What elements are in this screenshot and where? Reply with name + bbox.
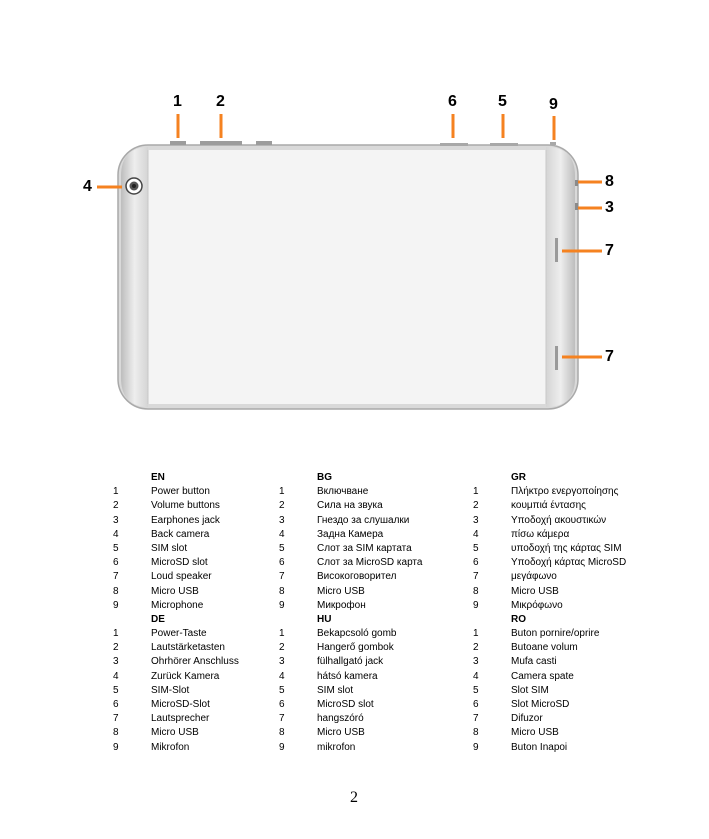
legend-item-number: 1 bbox=[113, 486, 119, 498]
legend-item-number: 1 bbox=[279, 486, 285, 498]
legend-item-label: fülhallgató jack bbox=[317, 656, 384, 668]
callout-2: 2 bbox=[216, 93, 225, 110]
legend-item-number: 9 bbox=[279, 741, 285, 753]
legend-row-gr bbox=[473, 542, 643, 556]
callout-9: 9 bbox=[549, 96, 558, 113]
legend-item-number: 4 bbox=[473, 528, 479, 540]
legend-item-number: 2 bbox=[113, 642, 119, 654]
legend-row-gr bbox=[473, 499, 643, 513]
legend-item-number: 1 bbox=[473, 628, 479, 640]
microsd-slot bbox=[440, 143, 468, 146]
legend-item-label: Micro USB bbox=[151, 727, 199, 739]
legend-item-number: 3 bbox=[113, 656, 119, 668]
legend-item-label: Lautstärketasten bbox=[151, 642, 225, 654]
legend-item-label: Гнездо за слушалки bbox=[317, 514, 410, 526]
legend-item-label: Hangerő gombok bbox=[317, 642, 394, 654]
top-slot bbox=[256, 141, 272, 145]
legend-item-label: Butoane volum bbox=[511, 642, 578, 654]
legend-row-en bbox=[113, 485, 263, 499]
legend-item-label: SIM slot bbox=[151, 542, 188, 554]
legend-row-ro bbox=[473, 670, 643, 684]
legend-row-bg bbox=[279, 599, 459, 613]
legend-item-label: Back camera bbox=[151, 528, 210, 540]
legend-row-de bbox=[113, 655, 263, 669]
legend-item-number: 5 bbox=[473, 684, 479, 696]
legend-item-number: 3 bbox=[473, 656, 479, 668]
legend-row-gr bbox=[473, 528, 643, 542]
legend-item-label: Микрофон bbox=[317, 599, 366, 611]
legend-item-label: Mufa casti bbox=[511, 656, 557, 668]
legend-column-3 bbox=[473, 471, 643, 755]
legend-row-bg bbox=[279, 556, 459, 570]
legend-item-number: 8 bbox=[473, 585, 479, 597]
legend-item-number: 3 bbox=[473, 514, 479, 526]
loud-speaker-top bbox=[555, 238, 558, 262]
legend-row-de bbox=[113, 741, 263, 755]
callout-7-bottom: 7 bbox=[605, 348, 614, 365]
legend-item-label: Power-Taste bbox=[151, 628, 207, 640]
legend-item-label: Micro USB bbox=[151, 585, 199, 597]
legend-item-label: Μικρόφωνο bbox=[511, 599, 563, 611]
callout-7-top: 7 bbox=[605, 242, 614, 259]
legend-item-label: MicroSD-Slot bbox=[151, 699, 210, 710]
legend-item-number: 8 bbox=[113, 585, 119, 597]
legend-item-number: 9 bbox=[473, 599, 479, 611]
callout-6: 6 bbox=[448, 93, 457, 110]
legend-item-number: 3 bbox=[279, 656, 285, 668]
legend-item-number: 2 bbox=[113, 500, 119, 512]
earphone-jack bbox=[575, 203, 578, 210]
loud-speaker-bottom bbox=[555, 346, 558, 370]
legend-row-gr bbox=[473, 485, 643, 499]
legend-item-number: 6 bbox=[279, 557, 285, 569]
legend-item-label: SIM slot bbox=[317, 684, 354, 696]
micro-usb-port bbox=[575, 180, 578, 186]
legend-item-number: 2 bbox=[473, 642, 479, 654]
legend-item-number: 9 bbox=[473, 741, 479, 753]
legend-item-label: Micro USB bbox=[511, 585, 559, 597]
legend-item-number: 2 bbox=[279, 500, 285, 512]
legend-item-label: Buton pornire/oprire bbox=[511, 628, 600, 640]
legend-row-hu bbox=[279, 627, 459, 641]
legend-item-label: Micro USB bbox=[511, 727, 559, 739]
legend-item-label: Slot MicroSD bbox=[511, 699, 570, 710]
legend-row-hu bbox=[279, 670, 459, 684]
legend-item-label: Buton Inapoi bbox=[511, 741, 568, 753]
legend-item-number: 4 bbox=[113, 528, 119, 540]
legend-item-label: Υποδοχή ακουστικών bbox=[511, 514, 607, 526]
legend-item-label: mikrofon bbox=[317, 741, 356, 753]
legend-row-hu bbox=[279, 655, 459, 669]
legend-row-gr bbox=[473, 570, 643, 584]
legend-row-bg bbox=[279, 542, 459, 556]
legend-row-de bbox=[113, 698, 263, 712]
legend-item-label: Power button bbox=[151, 486, 210, 498]
legend-row-hu bbox=[279, 741, 459, 755]
legend-item-number: 1 bbox=[113, 628, 119, 640]
legend-item-number: 7 bbox=[473, 571, 479, 583]
legend-item-number: 7 bbox=[279, 713, 285, 725]
legend-item-label: Слот за SIM картата bbox=[317, 542, 412, 554]
legend-item-label: Micro USB bbox=[317, 585, 365, 597]
legend-item-number: 6 bbox=[113, 699, 119, 710]
legend-item-number: 6 bbox=[473, 699, 479, 710]
legend-row-ro bbox=[473, 726, 643, 740]
legend-item-number: 3 bbox=[279, 514, 285, 526]
legend-item-label: Microphone bbox=[151, 599, 204, 611]
legend-item-label: πίσω κάμερα bbox=[511, 528, 570, 540]
legend-heading-ro: RO bbox=[511, 613, 526, 625]
legend-row-de bbox=[113, 726, 263, 740]
legend-row-ro bbox=[473, 712, 643, 726]
legend-heading-en: EN bbox=[151, 472, 165, 483]
legend-item-number: 7 bbox=[473, 713, 479, 725]
tablet-back-panel bbox=[148, 150, 546, 404]
legend-row-en bbox=[113, 570, 263, 584]
callout-8: 8 bbox=[605, 173, 614, 190]
legend-item-number: 9 bbox=[113, 741, 119, 753]
legend-item-number: 7 bbox=[113, 571, 119, 583]
callout-4: 4 bbox=[83, 178, 92, 195]
legend-item-number: 6 bbox=[473, 557, 479, 569]
legend-item-label: Camera spate bbox=[511, 670, 574, 682]
legend-heading-de: DE bbox=[151, 613, 165, 625]
microphone-hole bbox=[550, 142, 556, 145]
legend-row-hu bbox=[279, 698, 459, 712]
legend-item-number: 5 bbox=[113, 542, 119, 554]
legend-item-label: Сила на звука bbox=[317, 500, 383, 512]
volume-buttons bbox=[200, 141, 242, 145]
legend-item-number: 4 bbox=[473, 670, 479, 682]
callout-3: 3 bbox=[605, 199, 614, 216]
legend-item-label: Υποδοχή κάρτας MicroSD bbox=[511, 557, 627, 569]
legend-row-de bbox=[113, 670, 263, 684]
legend-item-label: Високоговорител bbox=[317, 571, 397, 583]
legend-item-label: Mikrofon bbox=[151, 741, 190, 753]
legend-item-label: Задна Камера bbox=[317, 528, 384, 540]
legend-item-number: 8 bbox=[113, 727, 119, 739]
legend-row-en bbox=[113, 556, 263, 570]
legend-row-de bbox=[113, 712, 263, 726]
legend-item-label: Πλήκτρο ενεργοποίησης bbox=[511, 486, 619, 498]
legend-row-bg bbox=[279, 528, 459, 542]
legend-row-ro bbox=[473, 627, 643, 641]
legend-heading-hu: HU bbox=[317, 613, 332, 625]
legend-item-label: Zurück Kamera bbox=[151, 670, 220, 682]
legend-row-hu bbox=[279, 712, 459, 726]
sim-slot bbox=[490, 143, 518, 146]
legend-item-label: υποδοχή της κάρτας SIM bbox=[511, 542, 622, 554]
callout-1: 1 bbox=[173, 93, 182, 110]
legend-item-label: Slot SIM bbox=[511, 684, 549, 696]
legend-item-number: 8 bbox=[473, 727, 479, 739]
legend-row-gr bbox=[473, 599, 643, 613]
legend-item-number: 7 bbox=[113, 713, 119, 725]
legend-item-label: Loud speaker bbox=[151, 571, 212, 583]
legend-row-ro bbox=[473, 655, 643, 669]
legend-row-bg bbox=[279, 570, 459, 584]
legend-item-label: SIM-Slot bbox=[151, 684, 190, 696]
legend-item-number: 3 bbox=[113, 514, 119, 526]
legend-row-de bbox=[113, 684, 263, 698]
power-button bbox=[170, 141, 186, 145]
legend-item-number: 8 bbox=[279, 727, 285, 739]
legend-item-label: Earphones jack bbox=[151, 514, 220, 526]
legend-row-bg bbox=[279, 499, 459, 513]
legend-item-label: κουμπιά έντασης bbox=[511, 500, 586, 512]
legend-item-label: hátsó kamera bbox=[317, 670, 378, 682]
legend-item-number: 6 bbox=[113, 557, 119, 569]
legend-item-number: 5 bbox=[279, 542, 285, 554]
legend-row-ro bbox=[473, 698, 643, 712]
legend-item-number: 4 bbox=[279, 670, 285, 682]
legend-row-en bbox=[113, 528, 263, 542]
legend-item-label: Micro USB bbox=[317, 727, 365, 739]
legend-row-en bbox=[113, 599, 263, 613]
legend-heading-bg: BG bbox=[317, 472, 332, 483]
legend-item-number: 5 bbox=[279, 684, 285, 696]
legend-item-label: MicroSD slot bbox=[151, 557, 208, 569]
legend-item-number: 1 bbox=[473, 486, 479, 498]
legend-item-number: 5 bbox=[113, 684, 119, 696]
tablet-right-cap bbox=[546, 147, 575, 407]
legend-heading-gr: GR bbox=[511, 472, 526, 483]
legend-row-bg bbox=[279, 585, 459, 599]
legend-column-2 bbox=[279, 471, 459, 755]
legend-item-label: Включване bbox=[317, 486, 369, 498]
legend-row-de bbox=[113, 627, 263, 641]
legend-row-en bbox=[113, 585, 263, 599]
legend-row-en bbox=[113, 542, 263, 556]
legend-item-label: Lautsprecher bbox=[151, 713, 210, 725]
legend-row-ro bbox=[473, 741, 643, 755]
legend-item-label: hangszóró bbox=[317, 713, 364, 725]
legend-row-ro bbox=[473, 684, 643, 698]
legend-item-number: 4 bbox=[279, 528, 285, 540]
legend-item-label: Bekapcsoló gomb bbox=[317, 628, 397, 640]
legend-row-hu bbox=[279, 684, 459, 698]
page-number: 2 bbox=[350, 789, 358, 806]
legend-column-1 bbox=[113, 471, 263, 755]
legend-row-gr bbox=[473, 556, 643, 570]
legend-row-ro bbox=[473, 641, 643, 655]
legend-row-gr bbox=[473, 585, 643, 599]
legend-item-label: MicroSD slot bbox=[317, 699, 374, 710]
legend-item-number: 6 bbox=[279, 699, 285, 710]
legend-item-number: 9 bbox=[113, 599, 119, 611]
legend-row-hu bbox=[279, 641, 459, 655]
legend-item-label: Ohrhörer Anschluss bbox=[151, 656, 239, 668]
legend-item-number: 8 bbox=[279, 585, 285, 597]
legend-row-hu bbox=[279, 726, 459, 740]
legend-item-number: 2 bbox=[279, 642, 285, 654]
legend-item-label: μεγάφωνο bbox=[511, 571, 557, 583]
legend-item-label: Volume buttons bbox=[151, 500, 220, 512]
legend-row-en bbox=[113, 514, 263, 528]
legend-row-de bbox=[113, 641, 263, 655]
legend-item-label: Слот за MicroSD карта bbox=[317, 557, 423, 569]
legend-item-number: 1 bbox=[279, 628, 285, 640]
legend-item-number: 2 bbox=[473, 500, 479, 512]
legend-row-bg bbox=[279, 485, 459, 499]
legend-item-number: 4 bbox=[113, 670, 119, 682]
legend-item-label: Difuzor bbox=[511, 713, 543, 725]
legend-item-number: 7 bbox=[279, 571, 285, 583]
callout-5: 5 bbox=[498, 93, 507, 110]
legend-row-bg bbox=[279, 514, 459, 528]
legend-item-number: 5 bbox=[473, 542, 479, 554]
legend-row-gr bbox=[473, 514, 643, 528]
legend-row-en bbox=[113, 499, 263, 513]
legend-item-number: 9 bbox=[279, 599, 285, 611]
